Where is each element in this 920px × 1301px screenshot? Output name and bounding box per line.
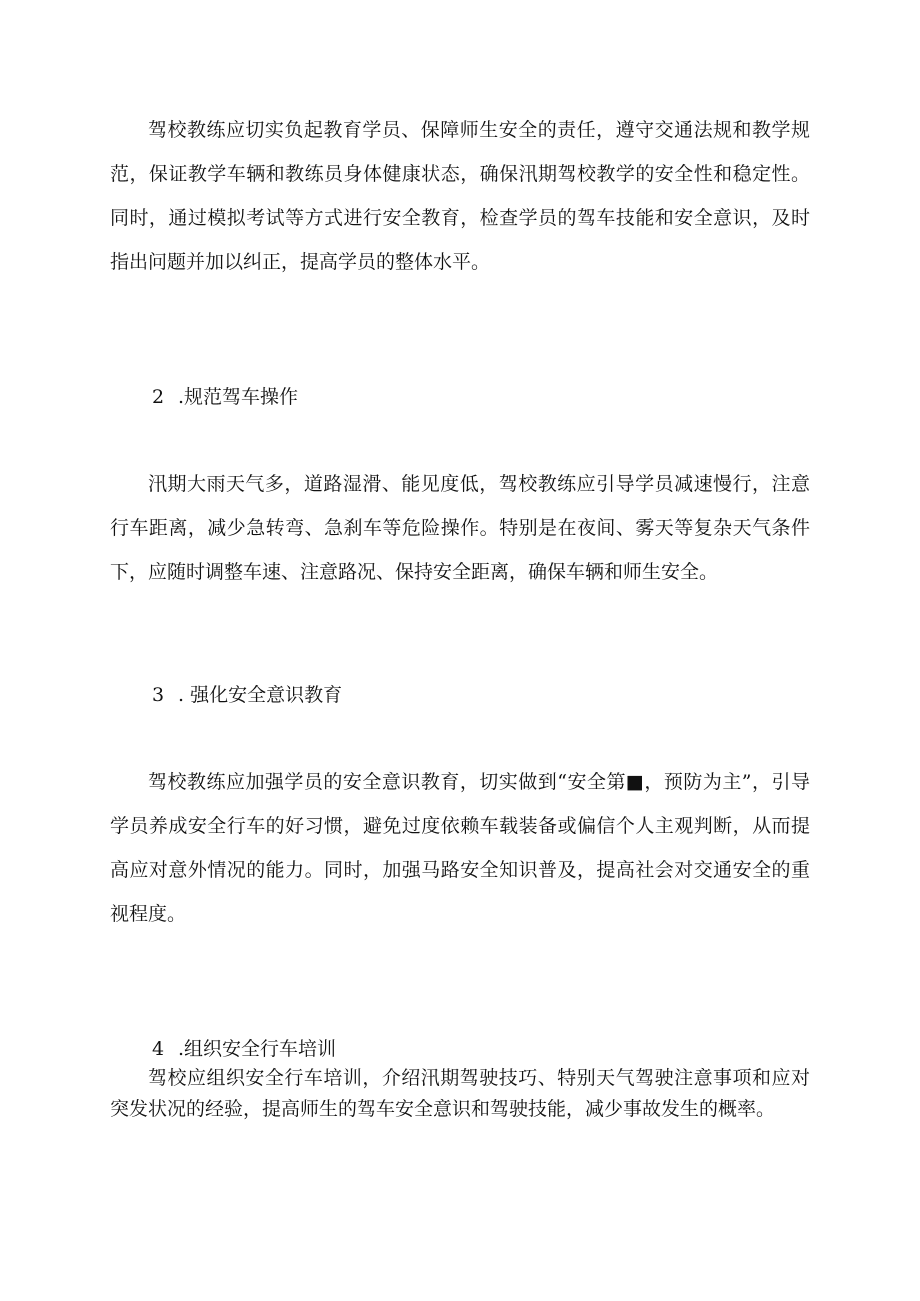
section-title: . 强化安全意识教育: [178, 684, 343, 706]
paragraph-instructor-responsibility: 驾校教练应切实负起教育学员、保障师生安全的责任，遵守交通法规和教学规范，保证教学车辆和教练员身体健康状态，确保汛期驾校教学的安全性和稳定性。同时，通过模拟考试等方式进行安全教育，检查学员的驾车技能和安全意识，及时指出问题并加以纠正，提高学员的整体水平。: [110, 119, 810, 273]
section-heading-4: [152, 1034, 336, 1064]
paragraph-driving-operation: 汛期大雨天气多，道路湿滑、能见度低，驾校教练应引导学员减速慢行，注意行车距离，减少急转弯、急刹车等危险操作。特别是在夜间、雾天等复杂天气条件下，应随时调整车速、注意路况、保持安全距离，确保车辆和师生安全。: [110, 473, 810, 583]
section-number: 3: [152, 684, 165, 706]
section-title: .组织安全行车培训: [178, 1038, 337, 1060]
section-heading-3: [152, 680, 342, 710]
section-title: .规范驾车操作: [178, 386, 299, 408]
section-number: 4: [152, 1038, 165, 1060]
paragraph-safety-training: 驾校应组织安全行车培训，介绍汛期驾驶技巧、特别天气驾驶注意事项和应对突发状况的经验，提高师生的驾车安全意识和驾驶技能，减少事故发生的概率。: [110, 1067, 810, 1120]
paragraph-safety-awareness: 驾校教练应加强学员的安全意识教育，切实做到“安全第■，预防为主”，引导学员养成安全行车的好习惯，避免过度依赖车载装备或偏信个人主观判断，从而提高应对意外情况的能力。同时，加强马路安全知识普及，提高社会对交通安全的重视程度。: [110, 771, 810, 925]
section-number: 2: [152, 386, 165, 408]
section-heading-2: [152, 382, 298, 412]
